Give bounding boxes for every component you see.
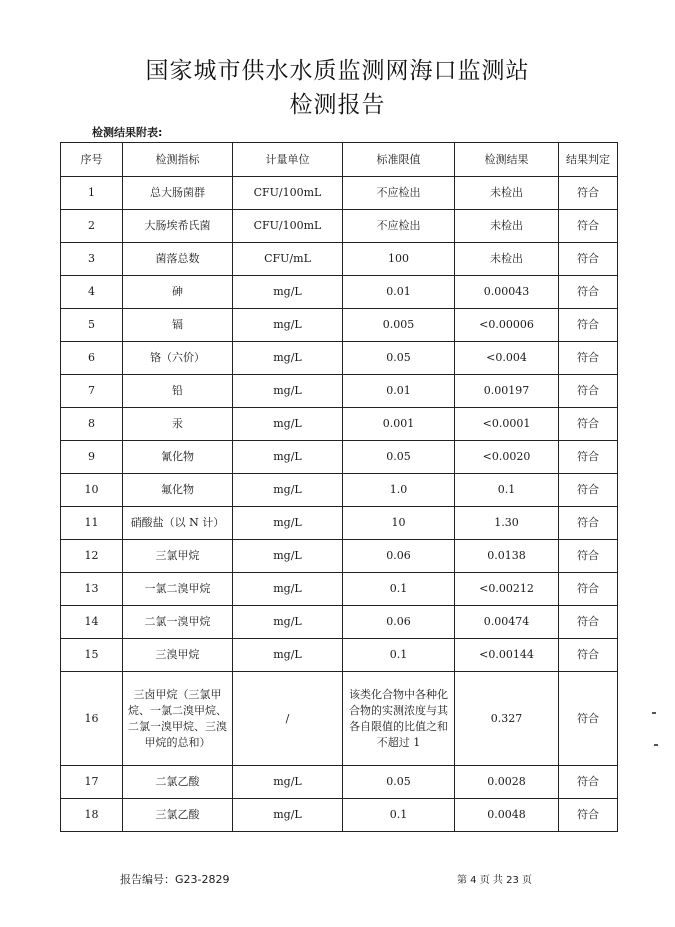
col-header-indicator: 检测指标 [123,143,233,177]
cell-judgement: 符合 [559,799,618,832]
cell-limit: 0.1 [343,573,455,606]
table-row [61,540,618,573]
cell-limit: 0.005 [343,309,455,342]
cell-limit: 0.01 [343,375,455,408]
cell-index: 5 [61,309,123,342]
cell-indicator: 总大肠菌群 [123,177,233,210]
cell-indicator: 菌落总数 [123,243,233,276]
cell-unit: mg/L [233,573,343,606]
table-row [61,342,618,375]
cell-limit: 不应检出 [343,210,455,243]
cell-judgement: 符合 [559,573,618,606]
cell-unit: mg/L [233,540,343,573]
cell-index: 16 [61,672,123,766]
table-row [61,276,618,309]
table-row [61,243,618,276]
cell-limit: 0.001 [343,408,455,441]
cell-judgement: 符合 [559,474,618,507]
cell-unit: CFU/100mL [233,177,343,210]
cell-indicator: 二氯一溴甲烷 [123,606,233,639]
cell-limit: 100 [343,243,455,276]
cell-result: 0.00043 [455,276,559,309]
cell-indicator: 三氯乙酸 [123,799,233,832]
cell-result: <0.0020 [455,441,559,474]
cell-unit: mg/L [233,408,343,441]
page-number: 第 4 页 共 23 页 [457,875,532,886]
cell-limit: 该类化合物中各种化合物的实测浓度与其各自限值的比值之和不超过 1 [343,672,455,766]
cell-unit: mg/L [233,441,343,474]
table-row [61,408,618,441]
cell-result: 0.0048 [455,799,559,832]
cell-index: 8 [61,408,123,441]
cell-indicator: 汞 [123,408,233,441]
table-caption: 检测结果附表: [92,126,163,139]
cell-unit: mg/L [233,276,343,309]
cell-indicator: 三卤甲烷（三氯甲烷、一氯二溴甲烷、二氯一溴甲烷、三溴甲烷的总和） [123,672,233,766]
cell-index: 15 [61,639,123,672]
cell-limit: 0.1 [343,799,455,832]
table-row [61,672,618,766]
table-header-row [61,143,618,177]
results-table [60,142,618,832]
cell-result: 0.327 [455,672,559,766]
col-header-index: 序号 [61,143,123,177]
scan-speck [652,712,656,714]
cell-judgement: 符合 [559,375,618,408]
cell-limit: 1.0 [343,474,455,507]
cell-unit: mg/L [233,375,343,408]
cell-limit: 0.05 [343,441,455,474]
table-row [61,177,618,210]
cell-indicator: 二氯乙酸 [123,766,233,799]
cell-judgement: 符合 [559,342,618,375]
cell-judgement: 符合 [559,276,618,309]
cell-result: <0.004 [455,342,559,375]
cell-indicator: 三溴甲烷 [123,639,233,672]
table-row [61,210,618,243]
cell-judgement: 符合 [559,210,618,243]
cell-unit: / [233,672,343,766]
cell-result: 0.00474 [455,606,559,639]
cell-unit: mg/L [233,799,343,832]
cell-judgement: 符合 [559,766,618,799]
cell-result: <0.00144 [455,639,559,672]
cell-indicator: 三氯甲烷 [123,540,233,573]
cell-index: 13 [61,573,123,606]
cell-limit: 不应检出 [343,177,455,210]
cell-judgement: 符合 [559,243,618,276]
cell-index: 2 [61,210,123,243]
table-row [61,309,618,342]
cell-result: 1.30 [455,507,559,540]
cell-limit: 10 [343,507,455,540]
cell-indicator: 铬（六价） [123,342,233,375]
table-row [61,573,618,606]
cell-judgement: 符合 [559,540,618,573]
cell-judgement: 符合 [559,606,618,639]
cell-index: 10 [61,474,123,507]
cell-judgement: 符合 [559,177,618,210]
cell-result: 0.0028 [455,766,559,799]
table-row [61,474,618,507]
cell-unit: mg/L [233,507,343,540]
cell-limit: 0.01 [343,276,455,309]
cell-index: 3 [61,243,123,276]
cell-judgement: 符合 [559,672,618,766]
cell-judgement: 符合 [559,309,618,342]
col-header-judgement: 结果判定 [559,143,618,177]
cell-unit: mg/L [233,309,343,342]
cell-unit: mg/L [233,766,343,799]
cell-unit: mg/L [233,342,343,375]
table-row [61,606,618,639]
cell-index: 9 [61,441,123,474]
cell-index: 18 [61,799,123,832]
cell-indicator: 铅 [123,375,233,408]
col-header-limit: 标准限值 [343,143,455,177]
table-body [61,177,618,832]
table-row [61,507,618,540]
cell-unit: CFU/mL [233,243,343,276]
cell-limit: 0.06 [343,540,455,573]
cell-indicator: 硝酸盐（以 N 计） [123,507,233,540]
cell-judgement: 符合 [559,639,618,672]
cell-result: 0.1 [455,474,559,507]
cell-result: 0.00197 [455,375,559,408]
cell-limit: 0.05 [343,766,455,799]
table-row [61,375,618,408]
cell-indicator: 氟化物 [123,474,233,507]
cell-limit: 0.05 [343,342,455,375]
cell-judgement: 符合 [559,507,618,540]
cell-unit: CFU/100mL [233,210,343,243]
scan-speck [654,744,658,746]
cell-result: 未检出 [455,210,559,243]
table-row [61,799,618,832]
cell-indicator: 镉 [123,309,233,342]
col-header-unit: 计量单位 [233,143,343,177]
cell-index: 6 [61,342,123,375]
cell-unit: mg/L [233,639,343,672]
cell-index: 14 [61,606,123,639]
cell-result: <0.0001 [455,408,559,441]
report-title: 检测报告 [289,92,386,118]
cell-indicator: 一氯二溴甲烷 [123,573,233,606]
cell-result: <0.00212 [455,573,559,606]
cell-index: 1 [61,177,123,210]
cell-judgement: 符合 [559,441,618,474]
table-row [61,441,618,474]
cell-limit: 0.06 [343,606,455,639]
org-title: 国家城市供水水质监测网海口监测站 [145,58,530,84]
cell-indicator: 砷 [123,276,233,309]
col-header-result: 检测结果 [455,143,559,177]
cell-index: 11 [61,507,123,540]
cell-indicator: 氰化物 [123,441,233,474]
cell-result: 未检出 [455,243,559,276]
table-row [61,639,618,672]
cell-indicator: 大肠埃希氏菌 [123,210,233,243]
cell-index: 4 [61,276,123,309]
cell-index: 7 [61,375,123,408]
cell-limit: 0.1 [343,639,455,672]
cell-index: 12 [61,540,123,573]
report-number: 报告编号：G23-2829 [120,873,230,886]
cell-result: <0.00006 [455,309,559,342]
cell-result: 0.0138 [455,540,559,573]
table-row [61,766,618,799]
cell-unit: mg/L [233,474,343,507]
cell-unit: mg/L [233,606,343,639]
cell-judgement: 符合 [559,408,618,441]
cell-index: 17 [61,766,123,799]
cell-result: 未检出 [455,177,559,210]
